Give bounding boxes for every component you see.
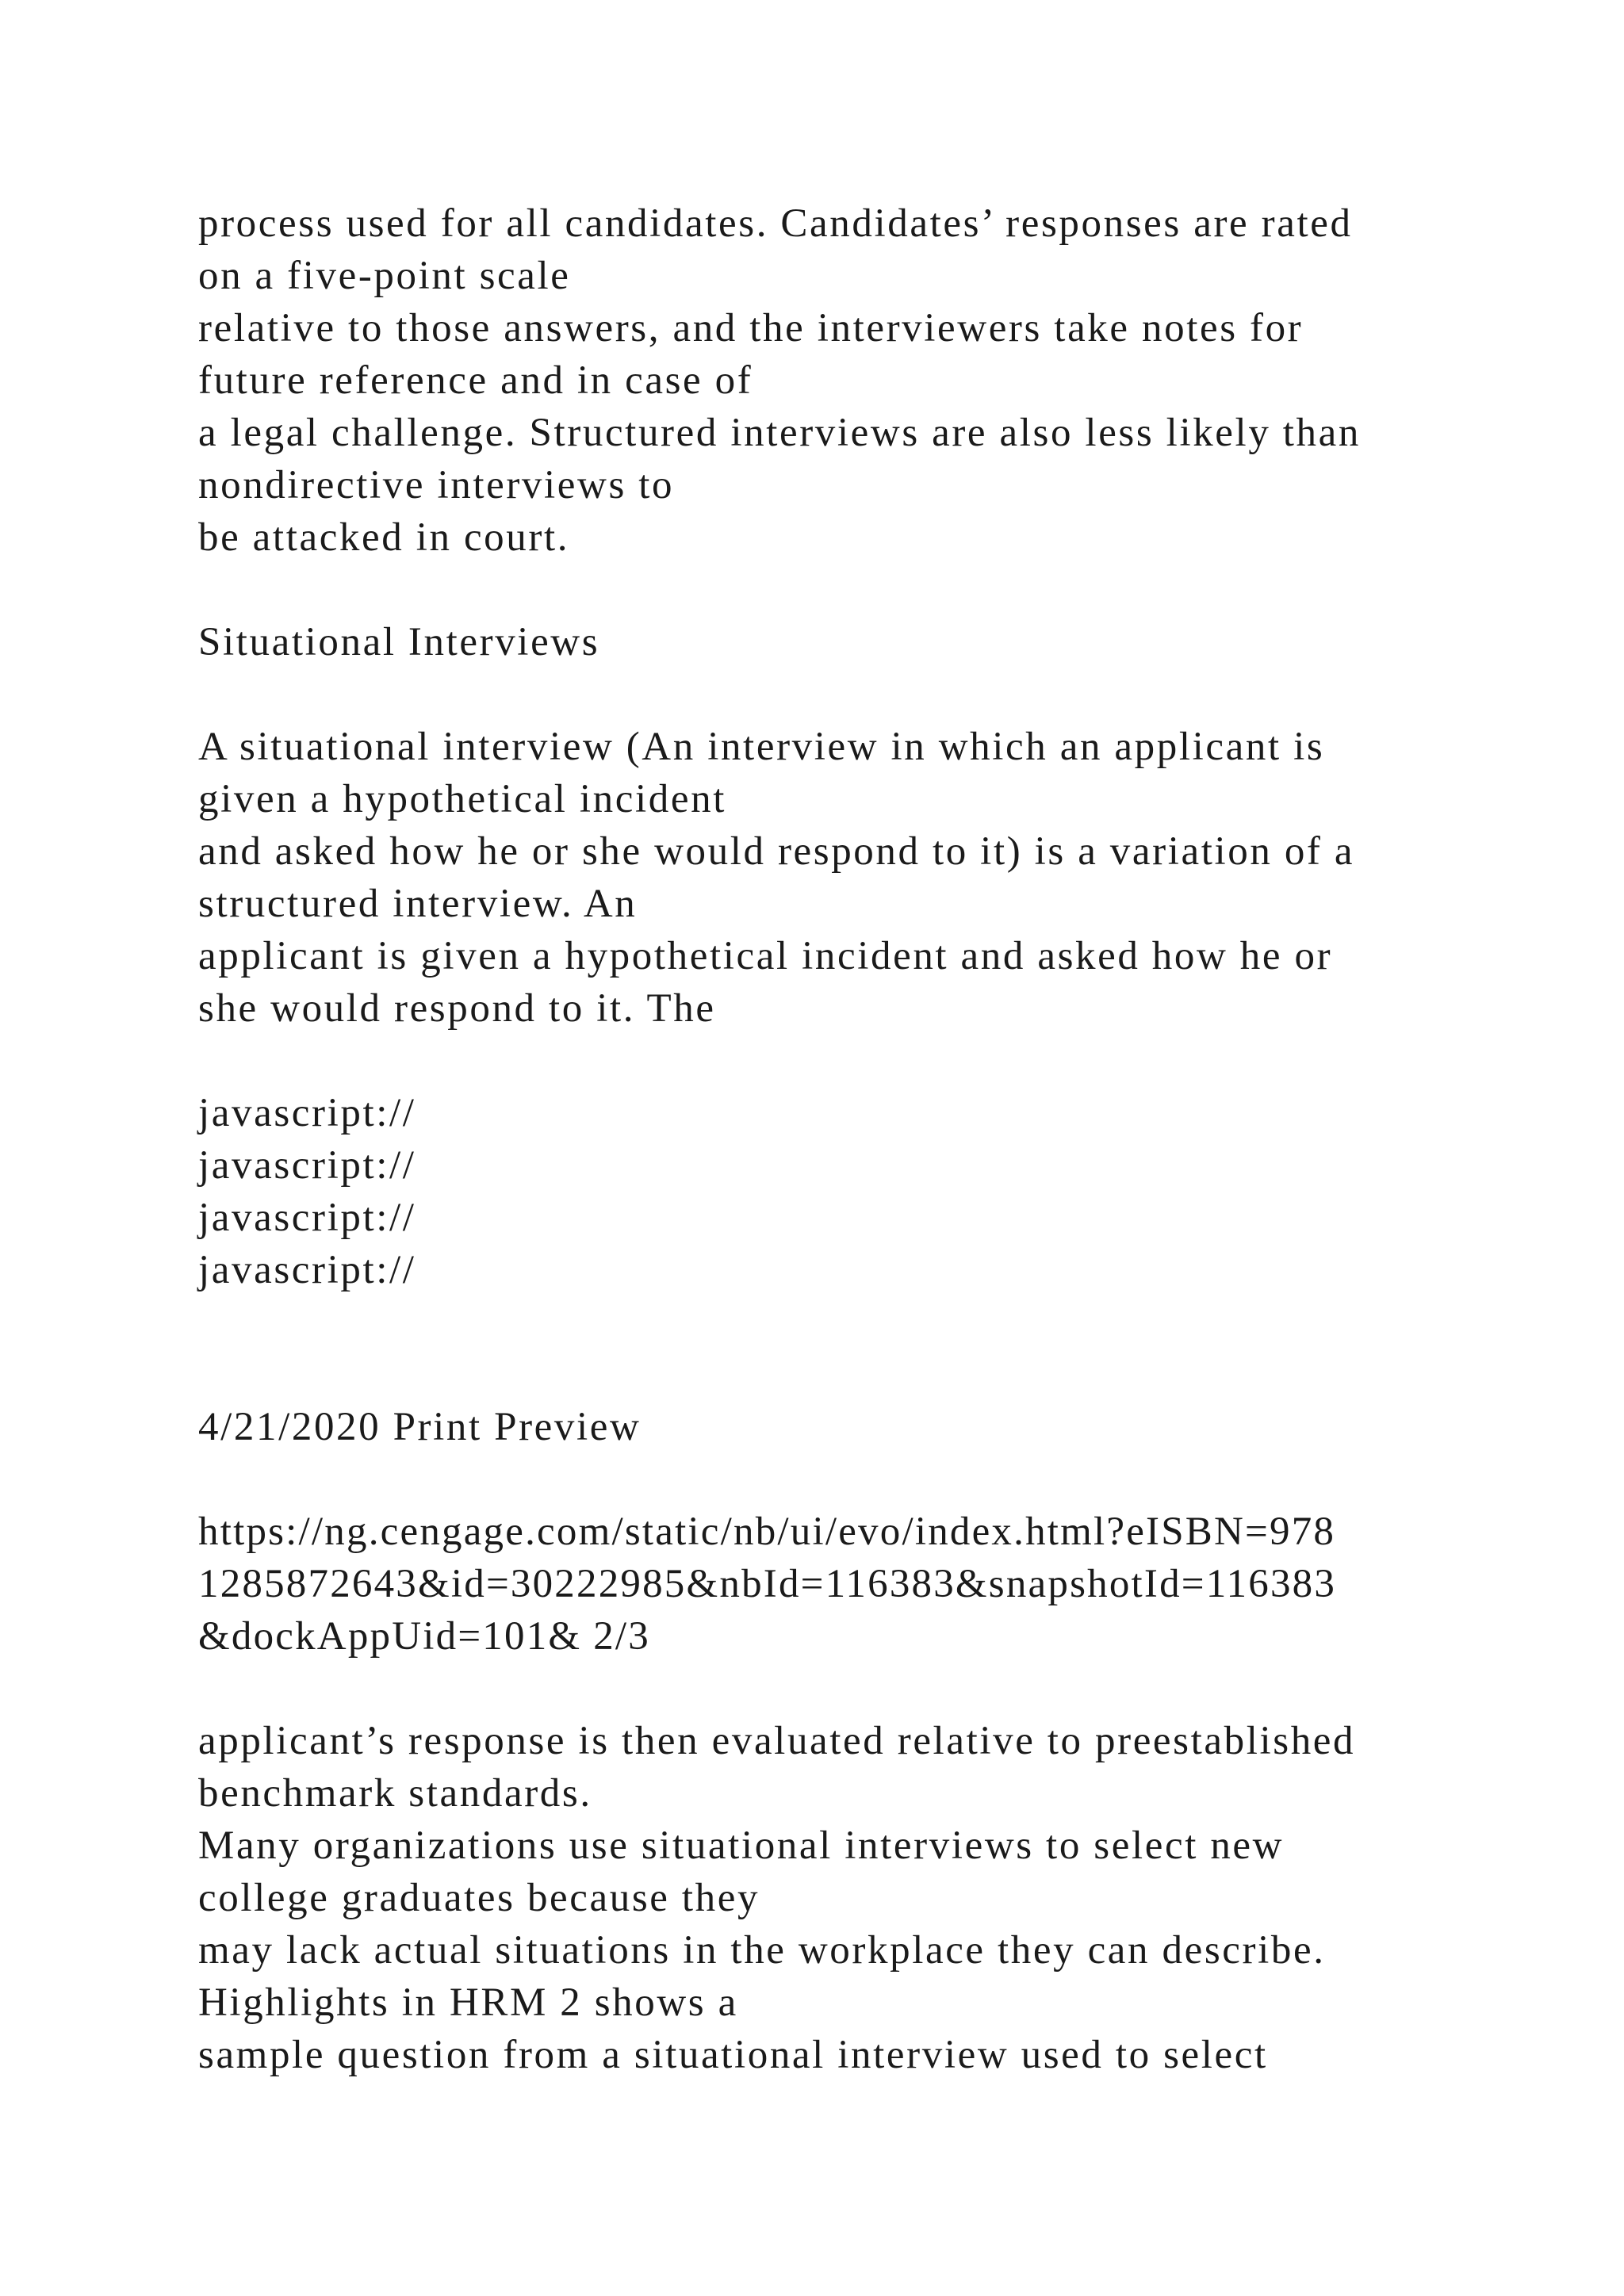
paragraph-line: she would respond to it. The — [198, 986, 716, 1031]
paragraph-line: relative to those answers, and the interviewers take notes for — [198, 306, 1304, 350]
link-text: javascript:// — [198, 1248, 416, 1292]
url-line: 1285872643&id=30222985&nbId=116383&snapshotId=116383 — [198, 1562, 1337, 1606]
url-line: https://ng.cengage.com/static/nb/ui/evo/index.html?eISBN=978 — [198, 1510, 1336, 1554]
paragraph-line: sample question from a situational interview used to select — [198, 2033, 1268, 2077]
url-line: &dockAppUid=101& 2/3 — [198, 1614, 650, 1659]
paragraph-line: given a hypothetical incident — [198, 777, 726, 821]
paragraph-line: A situational interview (An interview in which an applicant is — [198, 725, 1325, 769]
paragraph-line: college graduates because they — [198, 1876, 760, 1920]
link-text: javascript:// — [198, 1091, 416, 1135]
paragraph-line: structured interview. An — [198, 882, 638, 926]
paragraph-line: a legal challenge. Structured interviews are also less likely than — [198, 411, 1361, 455]
link-text: javascript:// — [198, 1143, 416, 1188]
paragraph-line: nondirective interviews to — [198, 463, 675, 507]
link-text: javascript:// — [198, 1196, 416, 1240]
paragraph-line: be attacked in court. — [198, 515, 570, 560]
paragraph-line: on a five-point scale — [198, 254, 571, 298]
paragraph-line: Many organizations use situational interviews to select new — [198, 1823, 1285, 1868]
paragraph-line: applicant is given a hypothetical incident and asked how he or — [198, 934, 1333, 978]
print-preview-header: 4/21/2020 Print Preview — [198, 1405, 642, 1449]
paragraph-line: Highlights in HRM 2 shows a — [198, 1980, 738, 2025]
paragraph-line: and asked how he or she would respond to it) is a variation of a — [198, 829, 1355, 874]
paragraph-line: may lack actual situations in the workplace they can describe. — [198, 1928, 1326, 1973]
paragraph-line: future reference and in case of — [198, 358, 753, 403]
paragraph-line: applicant’s response is then evaluated relative to preestablished — [198, 1719, 1356, 1763]
paragraph-line: process used for all candidates. Candidates’ responses are rated — [198, 201, 1353, 246]
section-heading: Situational Interviews — [198, 620, 600, 664]
paragraph-line: benchmark standards. — [198, 1771, 592, 1816]
